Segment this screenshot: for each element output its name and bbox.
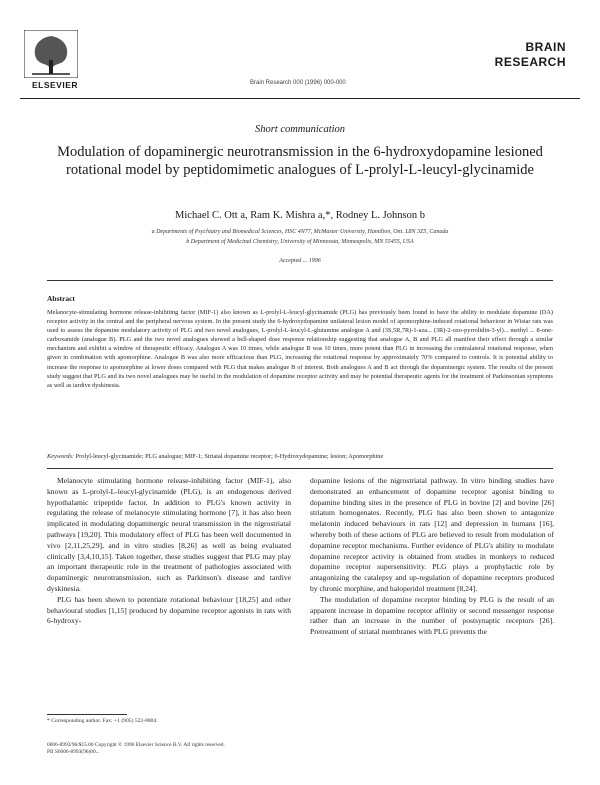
pii-line: PII S0006-8993(96)00... — [47, 749, 100, 756]
paragraph: PLG has been shown to potentiate rotational behaviour [18,25] and other behavioural studies [1,15] produced by dopamine receptor agonists in rats with 6-hydroxy- — [47, 594, 291, 626]
footnote-divider — [47, 714, 127, 715]
paragraph: Melanocyte stimulating hormone release-inhibiting factor (MIF-1), also known as L-prolyl-L-leucyl-glycinamide (PLG), is an endogenous derived hypothalamic tripeptide factor. In addition to PLG's known activity in regulating the release of melanocyte stimulating hormone [7], it has also been implicated in modulating dopaminergic neural transmission in the nigrostriatal pathways [19,20]. This modulatory effect of PLG has been well documented in vivo [2,11,25,29], and in vitro studies [8,26] as well as being evaluated clinically [3,4,10,15]. Taken together, these studies suggest that PLG may play an important therapeutic role in the treatment of pathologies associated with dopaminergic neurotransmission, such as Parkinson's disease and tardive dyskinesia. — [47, 476, 291, 593]
body-top-divider — [47, 468, 553, 469]
body-column-right — [310, 476, 554, 638]
journal-title — [495, 40, 566, 70]
header-divider — [20, 98, 580, 99]
corresponding-author-footnote: * Corresponding author. Fax: +1 (905) 522-8804. — [47, 718, 158, 724]
copyright-line: 0006-8993/96/$15.00 Copyright © 1996 Elsevier Science B.V. All rights reserved. — [47, 742, 225, 748]
copyright-info — [47, 742, 367, 757]
abstract-top-divider — [47, 280, 553, 281]
author-list: Michael C. Ott a, Ram K. Mishra a,*, Rodney L. Johnson b — [175, 210, 425, 221]
article-title: Modulation of dopaminergic neurotransmission in the 6-hydroxydopamine lesioned rotational model by peptidomimetic analogues of L-prolyl-L-leucyl-glycinamide — [57, 144, 543, 178]
journal-reference: Brain Research 000 (1996) 000-000 — [250, 80, 346, 86]
affiliation-1: a Departments of Psychiatry and Biomedical Sciences, HSC 4N77, McMaster University, Hamilton, Ont. L8N 3Z5, Canada — [151, 229, 449, 235]
journal-title-line2: RESEARCH — [494, 55, 566, 69]
accepted-date: Accepted ... 1996 — [279, 258, 321, 264]
paragraph: The modulation of dopamine receptor binding by PLG is the result of an apparent increase in dopamine receptor affinity or second messenger response rather than an increase in the number of postsynaptic receptors [26]. Pretreatment of striatal membranes with PLG prevents the — [310, 594, 554, 637]
journal-title-line1: BRAIN — [525, 40, 566, 54]
article-type: Short communication — [254, 124, 346, 135]
abstract-text: Melanocyte-stimulating hormone release-inhibiting factor (MIF-1) also known as L-prolyl-L-leucyl-glycinamide (PLG) has previously been found to have the ability to modulate dopamine (DA) receptor activity in the central and the peripheral nervous system. In the present study the 6-hydroxydopamine unilateral lesion model of apomorphine-induced rotational behaviour in Wistar rats was used to assess the dopamine modulatory activity of PLG and two novel analogues, L-prolyl-L-leucyl-L-glutamine analogue A and (3S,5R,7R)-1-aza... (3R)-2-oxo-pyrrolidin-3-yl)... methyl ... 8-one-carboxamide (analogue B). PLG and the two novel analogues showed a bell-shaped dose response relationship suggesting that analogue A, B and PLG all manifest their effect through a similar mechanism and exhibit a window of therapeutic efficacy. Analogue A was 10 times, while analogue B was 10 times, more potent than PLG in increasing the contralateral rotational response, when given in combination with apomorphine. Analogue B was also more efficacious than PLG, increasing the rotational response by approximately 70% compared to controls. It is potential ability to increase the response to apomorphine at lower doses compared with PLG that makes analogue B of interest. Both analogues A and B act through the dopaminergic system. The results of the present study suggest that PLG and its two novel analogues may be useful in the modulation of dopamine receptor activity and may be potential therapeutic agents for the treatment of Parkinsonian symptoms as well as tardive dyskinesia. — [47, 309, 553, 389]
paragraph: dopamine lesions of the nigrostriatal pathway. In vitro binding studies have demonstrated an enhancement of dopamine receptor agonist binding to dopamine binding sites in the presence of PLG in bovine [2] and bovine [26] striatum homogenates. Recently, PLG has also been shown to antagonize melatonin induced behaviours in rats [12] and depression in humans [16], whereby both of these actions of PLG are believed to result from modulation of dopamine receptor mechanisms. Further evidence of PLG's ability to modulate dopamine receptor activity is obtained from studies in monkeys to reduced dopamine receptor supersensitivity. PLG plays a prophylactic role by antagonizing the catalepsy and up-regulation of dopamine receptors produced by chronic morphine, and haloperidol treatment [8,24]. — [310, 476, 554, 593]
keywords-label: Keywords: — [47, 453, 75, 460]
abstract-heading: Abstract — [47, 294, 75, 303]
keywords-text: Prolyl-leucyl-glycinamide; PLG analogue; MIF-1; Striatal dopamine receptor; 6-Hydroxydopamine; lesion; Apomorphine — [75, 453, 384, 460]
keywords — [47, 452, 553, 461]
elsevier-tree-logo — [24, 30, 78, 78]
body-column-left — [47, 476, 291, 627]
affiliation-2: b Department of Medicinal Chemistry, University of Minnesota, Minneapolis, MN 55455, USA — [186, 239, 414, 245]
publisher-name: ELSEVIER — [31, 80, 79, 90]
